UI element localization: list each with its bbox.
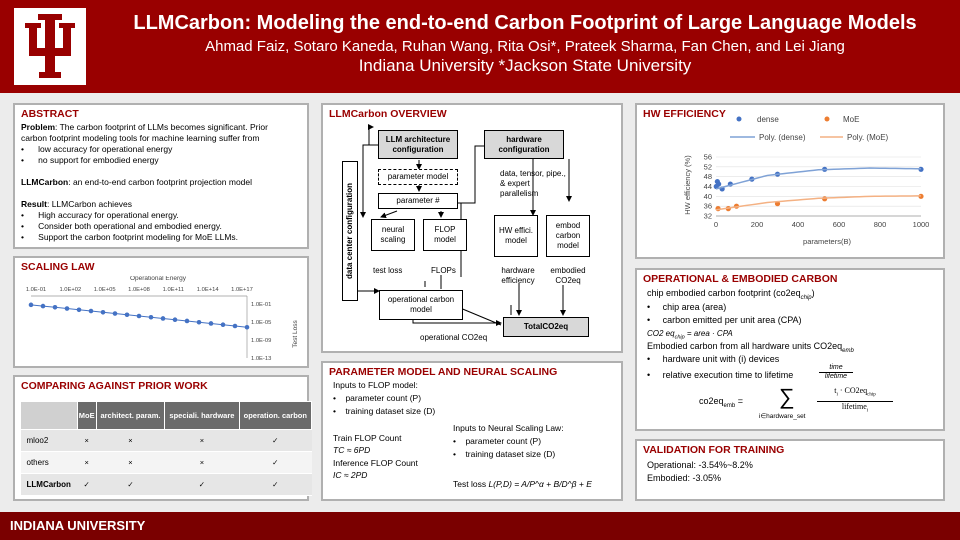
hw-x-axis-label: parameters(B)	[803, 237, 851, 246]
hw-y-tick-label: 36	[703, 201, 712, 211]
hw-x-tick-label: 200	[750, 220, 764, 229]
scaling-data-point	[89, 309, 94, 314]
table-cell: ×	[77, 452, 96, 474]
chip-sub: chip	[800, 294, 812, 301]
embodied-all-text: Embodied carbon from all hardware units CO2eq	[647, 341, 843, 351]
abstract-bullet: • low accuracy for operational energy	[21, 144, 173, 154]
time-fraction	[819, 364, 853, 381]
embodied-carbon-model-box: embod carbon model	[546, 215, 590, 257]
llm-arch-box: LLM architecture configuration	[378, 130, 458, 159]
data-center-config-label: data center configuration	[345, 182, 355, 280]
inference-flop-label: Inference FLOP Count	[333, 458, 418, 468]
abstract-bullet-text: Consider both operational and embodied energy.	[38, 221, 222, 231]
chip-embodied-text: chip embodied carbon footprint (co2eq	[647, 288, 801, 298]
abstract-bullet-text: no support for embodied energy	[38, 155, 159, 165]
sum-lhs: $co2eq_{emb}$ =	[699, 396, 743, 409]
poster-affiliation: Indiana University *Jackson State University	[358, 56, 692, 75]
scaling-data-point	[77, 307, 82, 312]
operational-co2-label: operational CO2eq	[420, 333, 488, 342]
hw-efficiency-panel	[635, 103, 945, 259]
bullet-text: chip area (area)	[662, 302, 727, 312]
abstract-result-line	[21, 199, 132, 210]
validation-title: VALIDATION FOR TRAINING	[643, 444, 785, 456]
formula-sub: chip	[674, 334, 685, 341]
hw-x-tick-label: 0	[713, 220, 719, 229]
row-name: LLMCarbon	[21, 474, 78, 496]
hw-efficiency-model-box: HW effici. model	[494, 215, 538, 257]
scaling-x-axis-label: Operational Energy	[129, 276, 187, 282]
table-header-row	[21, 402, 312, 430]
table-cell: ×	[96, 430, 165, 452]
legend-dense-marker	[737, 117, 742, 122]
chip-embodied-close: )	[811, 288, 815, 298]
problem-text: : The carbon footprint of LLMs becomes significant. Prior	[55, 122, 268, 132]
llmcarbon-label: LLMCarbon	[21, 177, 69, 187]
neural-scaling-box: neural scaling	[371, 219, 415, 251]
footer-bar	[0, 512, 960, 540]
hw-data-point	[716, 181, 721, 186]
table-cell: ✓	[239, 430, 311, 452]
legend-moe-marker	[825, 117, 830, 122]
column-header: architect. param.	[96, 402, 165, 430]
scaling-x-tick-label: 1.0E+14	[196, 287, 219, 293]
parameter-model-box: parameter model	[378, 169, 458, 185]
abstract-bullet-text: Support the carbon footprint modeling for MoE LLMs.	[38, 232, 239, 242]
hw-x-tick-label: 1000	[912, 220, 930, 229]
sum-numerator: $t_i \cdot CO2eq_{chip}$	[817, 386, 893, 402]
scaling-y-tick-label: 1.0E-05	[251, 320, 272, 326]
hw-title: HW EFFICIENCY	[643, 108, 726, 120]
table-cell: ✓	[96, 474, 165, 496]
sum-num-rest: · CO2eq	[837, 386, 868, 395]
abstract-bullet-text: High accuracy for operational energy.	[38, 210, 179, 220]
result-label: Result	[21, 199, 47, 209]
hw-x-tick-label: 600	[832, 220, 846, 229]
scaling-x-tick-label: 1.0E+08	[128, 287, 150, 293]
scaling-data-point	[149, 315, 154, 320]
abstract-panel	[13, 103, 309, 249]
scaling-y-tick-label: 1.0E-13	[251, 356, 272, 362]
table-corner	[21, 402, 78, 430]
scaling-data-point	[173, 317, 178, 322]
sum-fraction	[817, 386, 893, 416]
flops-label: FLOPs	[431, 266, 456, 275]
hw-y-tick-label: 56	[703, 152, 712, 162]
comparison-title: COMPARING AGAINST PRIOR WORK	[21, 380, 208, 392]
scaling-chart	[15, 276, 307, 366]
poster-title: LLMCarbon: Modeling the end-to-end Carbon Footprint of Large Language Models	[133, 12, 917, 34]
table-cell: ✓	[165, 474, 239, 496]
flop-input-bullet: • training dataset size (D)	[333, 406, 436, 416]
column-header: speciali. hardware	[165, 402, 239, 430]
sum-den-text: lifetime	[841, 401, 867, 411]
sum-symbol: ∑	[779, 384, 795, 409]
abstract-bullet: • no support for embodied energy	[21, 155, 159, 165]
embodied-co2-label: embodied CO2eq	[550, 266, 586, 285]
hw-y-tick-label: 48	[703, 172, 712, 182]
bullet-text: training dataset size (D)	[345, 406, 436, 416]
hw-y-axis-label: HW efficiency (%)	[683, 155, 692, 215]
scaling-x-tick-label: 1.0E-01	[25, 287, 47, 293]
abstract-problem-line2: carbon footprint modeling tools for machine learning suffer from	[21, 133, 260, 143]
scaling-title: SCALING LAW	[21, 261, 95, 273]
table-cell: ×	[96, 452, 165, 474]
sum-denominator	[817, 402, 893, 417]
param-title: PARAMETER MODEL AND NEURAL SCALING	[329, 366, 558, 378]
bullet-text: carbon emitted per unit area (CPA)	[662, 315, 802, 325]
hw-y-tick-label: 52	[703, 162, 712, 172]
bullet-text: relative execution time to lifetime	[662, 370, 794, 380]
table-row	[21, 474, 312, 496]
bullet-text: training dataset size (D)	[465, 449, 556, 459]
validation-operational: Operational: -3.54%~8.2%	[647, 460, 753, 470]
scaling-data-point	[137, 314, 142, 319]
bullet-text: hardware unit with (i) devices	[662, 354, 780, 364]
overview-panel	[321, 103, 623, 353]
poster-authors: Ahmad Faiz, Sotaro Kaneda, Ruhan Wang, Rita Osi*, Prateek Sharma, Fan Chen, and Lei Jiang	[205, 38, 845, 55]
emb-sub: emb	[842, 347, 854, 354]
opemb-bullet: • hardware unit with (i) devices	[647, 354, 780, 364]
table-row	[21, 452, 312, 474]
neural-scaling-inputs-label: Inputs to Neural Scaling Law:	[453, 423, 564, 433]
opemb-bullet: • carbon emitted per unit area (CPA)	[647, 315, 802, 325]
abstract-bullet: • Support the carbon footprint modeling for MoE LLMs.	[21, 232, 239, 242]
scaling-law-panel	[13, 256, 309, 368]
scaling-data-point	[101, 310, 106, 315]
column-header: operation. carbon	[239, 402, 311, 430]
test-loss-label: Test loss	[453, 479, 487, 489]
hw-x-tick-label: 800	[873, 220, 887, 229]
row-name: mloo2	[21, 430, 78, 452]
test-loss-equation	[453, 479, 592, 490]
parameter-model-panel	[321, 361, 623, 501]
scaling-data-point	[53, 305, 58, 310]
footer-text: INDIANA UNIVERSITY	[10, 518, 146, 533]
table-cell: ✓	[239, 452, 311, 474]
comparison-table	[20, 401, 312, 496]
scaling-data-point	[233, 324, 238, 329]
problem-label: Problem	[21, 122, 56, 132]
hw-y-tick-label: 32	[703, 211, 712, 221]
legend-label: Poly. (MoE)	[847, 133, 889, 142]
validation-panel	[635, 439, 945, 501]
table-cell: ✓	[239, 474, 311, 496]
table-cell: ✓	[77, 474, 96, 496]
table-cell: ×	[165, 452, 239, 474]
legend-label: dense	[757, 115, 779, 124]
opemb-bullet: • chip area (area)	[647, 302, 727, 312]
train-flop-label: Train FLOP Count	[333, 433, 402, 443]
test-loss-label: test loss	[373, 266, 403, 275]
abstract-llmcarbon-line	[21, 177, 252, 188]
sum-lhs-text: co2eq	[699, 396, 724, 406]
scaling-y-tick-label: 1.0E-09	[251, 338, 272, 344]
operational-carbon-model-box: operational carbon model	[379, 290, 463, 320]
header-banner	[0, 0, 960, 93]
bullet-text: parameter count (P)	[465, 436, 542, 446]
bullet-text: parameter count (P)	[345, 393, 422, 403]
fraction-numerator: time	[819, 364, 853, 373]
abstract-bullet: • High accuracy for operational energy.	[21, 210, 179, 220]
hardware-config-box: hardware configuration	[484, 130, 564, 159]
hardware-efficiency-label: hardware efficiency	[501, 266, 535, 285]
inference-flop-formula: IC ≈ 2PD	[333, 470, 368, 480]
scaling-data-point	[185, 319, 190, 324]
scaling-data-point	[65, 306, 70, 311]
hw-efficiency-chart	[637, 105, 943, 257]
sum-num-sub: chip	[867, 392, 876, 398]
scaling-x-tick-label: 1.0E+05	[93, 287, 116, 293]
ns-input-bullet: • parameter count (P)	[453, 436, 542, 446]
table-cell: ×	[77, 430, 96, 452]
scaling-data-point	[209, 321, 214, 326]
ns-input-bullet: • training dataset size (D)	[453, 449, 556, 459]
scaling-data-point	[221, 322, 226, 327]
hw-trendline	[716, 168, 921, 189]
hw-x-tick-label: 400	[791, 220, 805, 229]
fraction-denominator: lifetime	[824, 373, 848, 380]
scaling-x-tick-label: 1.0E+02	[59, 287, 82, 293]
validation-embodied: Embodied: -3.05%	[647, 473, 722, 483]
trident-icon	[14, 8, 86, 85]
comparison-panel	[13, 375, 309, 501]
flop-model-box: FLOP model	[423, 219, 467, 251]
scaling-y-axis-label: Test Loss	[292, 320, 299, 348]
sum-den-sub: i	[866, 408, 869, 414]
legend-label: Poly. (dense)	[759, 133, 806, 142]
iu-logo	[14, 8, 86, 85]
sum-under: i∈hardware_set	[759, 413, 806, 420]
formula-lhs: CO2 eq	[647, 329, 675, 338]
hw-y-tick-label: 44	[703, 182, 712, 191]
scaling-x-tick-label: 1.0E+17	[231, 287, 253, 293]
legend-label: MoE	[843, 115, 860, 124]
hw-legend	[730, 115, 889, 142]
test-loss-formula: L(P,D) = A/P^α + B/D^β + E	[488, 479, 592, 489]
sum-num-t: t	[834, 386, 837, 395]
flop-inputs-label: Inputs to FLOP model:	[333, 380, 418, 390]
hw-y-tick-label: 40	[703, 191, 712, 201]
row-name: others	[21, 452, 78, 474]
flop-input-bullet: • parameter count (P)	[333, 393, 422, 403]
scaling-data-point	[113, 311, 118, 316]
formula-rhs: = area · CPA	[684, 329, 733, 338]
sum-lhs-sub: emb	[723, 402, 736, 409]
scaling-y-tick-label: 1.0E-01	[251, 302, 272, 308]
table-row	[21, 430, 312, 452]
opemb-bullet: • relative execution time to lifetime	[647, 370, 794, 380]
parallelism-label: data, tensor, pipe., & expert parallelism	[500, 169, 566, 198]
table-cell: ×	[165, 430, 239, 452]
scaling-data-point	[41, 304, 46, 309]
abstract-bullet: • Consider both operational and embodied energy.	[21, 221, 222, 231]
overview-title: LLMCarbon OVERVIEW	[329, 108, 447, 120]
scaling-data-point	[197, 320, 202, 325]
scaling-data-point	[29, 303, 34, 308]
hw-trendline	[716, 196, 921, 210]
operational-embodied-panel	[635, 268, 945, 431]
parameter-count-box: parameter #	[378, 193, 458, 209]
total-co2-box: TotalCO2eq	[503, 317, 589, 337]
scaling-data-point	[125, 312, 130, 317]
train-flop-formula: TC ≈ 6PD	[333, 445, 371, 455]
abstract-bullet-text: low accuracy for operational energy	[38, 144, 173, 154]
scaling-x-tick-label: 1.0E+11	[162, 287, 184, 293]
column-header: MoE	[77, 402, 96, 430]
abstract-title: ABSTRACT	[21, 108, 79, 120]
scaling-data-point	[245, 325, 250, 330]
opemb-title: OPERATIONAL & EMBODIED CARBON	[643, 273, 838, 285]
abstract-problem-line	[21, 122, 268, 133]
scaling-data-point	[161, 316, 166, 321]
data-center-config-box	[342, 161, 358, 301]
llmcarbon-text: : an end-to-end carbon footprint projection model	[68, 177, 253, 187]
result-text: : LLMCarbon achieves	[46, 199, 133, 209]
